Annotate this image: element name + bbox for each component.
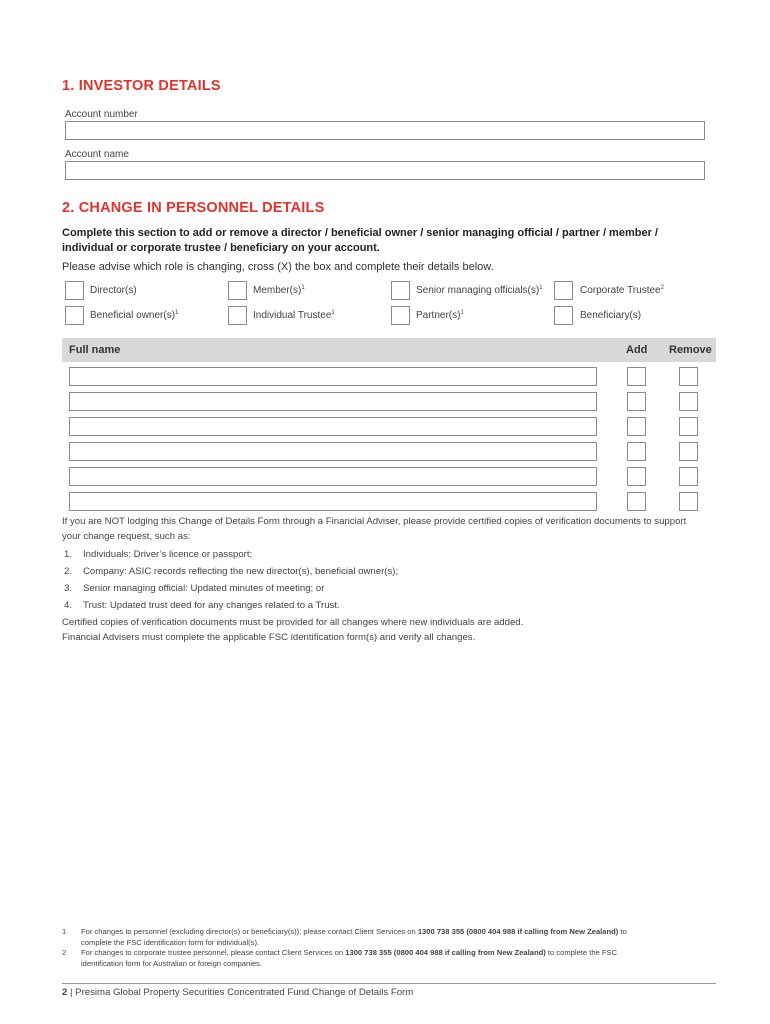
intro-line-1: Complete this section to add or remove a director / beneficial owner / senior managing official / partner / member / [62, 227, 658, 239]
advise-text: Please advise which role is changing, cross (X) the box and complete their details below. [62, 261, 494, 273]
checkbox-senior-managing-officials[interactable] [391, 281, 410, 300]
section-2-title: 2. CHANGE IN PERSONNEL DETAILS [62, 200, 325, 216]
checkbox-beneficial-owners[interactable] [65, 306, 84, 325]
remove-checkbox-2[interactable] [679, 392, 698, 411]
footer-document-title: | Presima Global Property Securities Concentrated Fund Change of Details Form [70, 987, 414, 998]
add-checkbox-1[interactable] [627, 367, 646, 386]
role-label-individual-trustee: Individual Trustee$^1$ [253, 310, 335, 321]
verification-line-1: If you are NOT lodging this Change of Details Form through a Financial Adviser, please provide certified copies of verification documents to support [62, 516, 687, 527]
add-checkbox-2[interactable] [627, 392, 646, 411]
verification-instructions [62, 515, 722, 544]
remove-checkbox-5[interactable] [679, 467, 698, 486]
remove-checkbox-6[interactable] [679, 492, 698, 511]
footnote-2-number: 2 [62, 948, 67, 957]
checkbox-members[interactable] [228, 281, 247, 300]
section-2-intro [62, 226, 722, 255]
role-label-beneficiaries: Beneficiary(s) [580, 310, 642, 321]
add-checkbox-5[interactable] [627, 467, 646, 486]
column-header-add: Add [626, 344, 648, 356]
certified-line-1: Certified copies of verification documents must be provided for all changes where new individuals are added. [62, 617, 524, 628]
footer-divider [62, 983, 716, 984]
footnote-1-number: 1 [62, 927, 67, 936]
remove-checkbox-4[interactable] [679, 442, 698, 461]
account-number-field[interactable] [65, 121, 705, 140]
account-number-label: Account number [65, 109, 138, 120]
role-label-members: $Member(s)^1$ [253, 285, 305, 296]
list-item: 1. [64, 549, 73, 560]
section-1-title: 1. INVESTOR DETAILS [62, 78, 221, 94]
full-name-field-6[interactable] [69, 492, 597, 511]
checkbox-directors[interactable] [65, 281, 84, 300]
intro-line-2: individual or corporate trustee / beneficiary on your account. [62, 241, 380, 254]
remove-checkbox-3[interactable] [679, 417, 698, 436]
role-label-directors: Director(s) [90, 285, 137, 296]
role-label-partners: $Partner(s)^1$ [416, 310, 464, 321]
add-checkbox-6[interactable] [627, 492, 646, 511]
list-item-text: Company: ASIC records reflecting the new director(s), beneficial owner(s); [83, 566, 399, 577]
list-item-text: Senior managing official: Updated minutes of meeting; or [83, 583, 325, 594]
certified-line-2: Financial Advisers must complete the applicable FSC identification form(s) and verify all changes. [62, 631, 476, 643]
column-header-remove: Remove [669, 344, 712, 356]
full-name-field-1[interactable] [69, 367, 597, 386]
role-label-senior-managing-officials: Senior managing $officials(s)^1$ [416, 285, 543, 296]
list-item: 2. [64, 566, 73, 577]
list-item-text: Trust: Updated trust deed for any changes related to a Trust. [83, 600, 340, 611]
remove-checkbox-1[interactable] [679, 367, 698, 386]
list-item: 3. [64, 583, 73, 594]
account-name-field[interactable] [65, 161, 705, 180]
role-label-beneficial-owners: Beneficial $owner(s)^1$ [90, 310, 179, 321]
add-checkbox-3[interactable] [627, 417, 646, 436]
footnote-2: For changes to corporate trustee personnel, please contact Client Services on 1300 738 355 (0800 404 988 if calling from New Zealand) to complete the FSC identification form for Australian or foreign companies. [81, 948, 618, 968]
checkbox-partners[interactable] [391, 306, 410, 325]
role-label-corporate-trustee: Corporate Trustee$^2$ [580, 285, 664, 296]
list-item-text: Individuals: Driver’s licence or passport; [83, 549, 253, 560]
certified-copies-note [62, 616, 722, 645]
list-item: 4. [64, 600, 73, 611]
full-name-field-4[interactable] [69, 442, 597, 461]
full-name-field-5[interactable] [69, 467, 597, 486]
checkbox-individual-trustee[interactable] [228, 306, 247, 325]
checkbox-corporate-trustee[interactable] [554, 281, 573, 300]
footnote-1: For changes to personnel (excluding director(s) or beneficiary(s)), please contact Client Services on 1300 738 355 (0800 404 988 if calling from New Zealand) to complete the FSC identification form for individual(s). [81, 927, 627, 947]
full-name-field-2[interactable] [69, 392, 597, 411]
add-checkbox-4[interactable] [627, 442, 646, 461]
page-number: 2 [62, 987, 68, 998]
personnel-table-header [62, 338, 716, 362]
checkbox-beneficiaries[interactable] [554, 306, 573, 325]
verification-line-2: your change request, such as: [62, 530, 191, 542]
page-footer [62, 987, 413, 998]
account-name-label: Account name [65, 149, 129, 160]
full-name-field-3[interactable] [69, 417, 597, 436]
column-header-full-name: Full name [69, 344, 121, 356]
